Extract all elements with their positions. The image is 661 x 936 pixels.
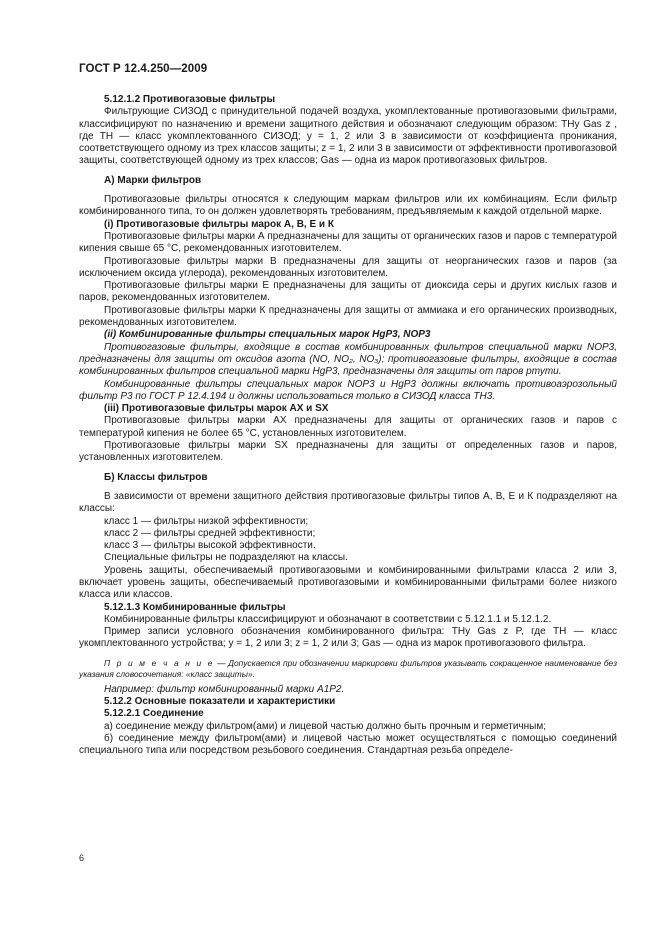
paragraph-text: Уровень защиты, обеспечиваемый противогазовыми и комбинированными фильтрами класса 2 или 3, включает уровень защиты, обеспечиваемый противогазовыми и комбинированными фильтрами более низкого класса или классов.	[79, 564, 617, 601]
paragraph	[79, 696, 617, 708]
paragraph-text: Фильтрующие СИЗОД с принудительной подачей воздуха, укомплектованные противогазовыми фильтрами, классифицируют по назначению и времени защитного действия и обозначают следующим образом: ТНу Gas z , где ТН — класс укомплектованного СИЗОД; у = 1, 2 или 3 в зависимости от коэффициента проникания, соответствующего одному из трех классов защиты; z = 1, 2 или 3 в зависимости от эффективности противогазовой защиты, соответствующей одному из трех классов; Gas — одна из марок противогазовых фильтров.	[79, 106, 617, 167]
paragraph-text: Противогазовые фильтры марки В предназначены для защиты от неорганических газов и паров (за исключением оксида углерода), рекомендованных изготовителем.	[79, 255, 617, 279]
paragraph	[79, 602, 617, 614]
paragraph	[79, 256, 617, 281]
paragraph-text: — Допускается при обозначении маркировки фильтров указывать сокращенное наименование без указания словосочетания: «класс защиты».	[79, 657, 617, 679]
paragraph	[79, 684, 617, 696]
paragraph-text: Противогазовые фильтры, входящие в состав комбинированных фильтров специальной марки NOP3, предназначены для защиты от оксидов азота (NO, NO₂, NO₃); противогазовые фильтры, входящие в состав комбинированных фильтров специальной марки HgP3, предназначены для защиты от паров ртути.	[79, 341, 617, 378]
paragraph	[79, 403, 617, 415]
paragraph	[79, 94, 617, 106]
paragraph-text: 5.12.1.2 Противогазовые фильтры	[104, 94, 276, 105]
paragraph	[79, 491, 617, 516]
paragraph	[79, 540, 617, 552]
paragraph-text: б) соединение между фильтром(ами) и лицевой частью может осуществляться с помощью соединений специального типа или посредством резьбового соединения. Стандартная резьба определе-	[79, 732, 617, 757]
paragraph	[79, 614, 617, 626]
paragraph-text: 5.12.2.1 Соединение	[104, 708, 204, 720]
paragraph	[79, 219, 617, 231]
paragraph-text: 5.12.2 Основные показатели и характеристики	[104, 696, 336, 708]
document-body	[79, 94, 617, 758]
paragraph	[79, 552, 617, 564]
paragraph-text: А) Марки фильтров	[104, 174, 202, 186]
paragraph	[79, 342, 617, 379]
paragraph	[79, 658, 617, 680]
paragraph-text: а) соединение между фильтром(ами) и лицевой частью должно быть прочным и герметичным;	[104, 720, 547, 732]
paragraph-text: (i) Противогазовые фильтры марок А, В, Е и К	[104, 218, 334, 230]
paragraph-text: класс 2 — фильтры средней эффективности;	[104, 527, 316, 539]
paragraph-text: класс 1 — фильтры низкой эффективности;	[104, 515, 309, 527]
paragraph-text: Специальные фильтры не подразделяют на классы.	[104, 552, 348, 564]
paragraph-text: 5.12.1.3 Комбинированные фильтры	[104, 601, 286, 613]
paragraph	[79, 175, 617, 187]
paragraph	[79, 708, 617, 720]
paragraph-text: Например: фильтр комбинированный марки А1Р2.	[104, 683, 345, 695]
paragraph	[79, 626, 617, 651]
paragraph-text: Противогазовые фильтры марки АХ предназначены для защиты от органических газов и паров с температурой кипения не более 65 °С, установленных изготовителем.	[79, 415, 617, 439]
paragraph-text: Противогазовые фильтры марки Е предназначены для защиты от диоксида серы и других кислых газов и паров, рекомендованных изготовителем.	[79, 280, 617, 304]
paragraph	[79, 472, 617, 484]
paragraph-text: Противогазовые фильтры относятся к следующим маркам фильтров или их комбинациям. Если фильтр комбинированного типа, то он должен удовлетворять требованиям, предъявляемым к каждой отдельной марке.	[79, 194, 617, 218]
paragraph-text: Противогазовые фильтры марки К предназначены для защиты от аммиака и его органических производных, рекомендованных изготовителем.	[79, 304, 617, 329]
paragraph-text: В зависимости от времени защитного действия противогазовые фильтры типов А, В, Е и К подразделяют на классы:	[79, 490, 617, 515]
page-number: 6	[79, 853, 85, 863]
paragraph	[79, 106, 617, 167]
paragraph	[79, 516, 617, 528]
paragraph	[79, 231, 617, 256]
paragraph	[79, 379, 617, 404]
paragraph-text: Противогазовые фильтры марки А предназначены для защиты от органических газов и паров с температурой кипения свыше 65 °С, рекомендованных изготовителем.	[79, 230, 617, 255]
paragraph-text: Противогазовые фильтры марки SX предназначены для защиты от определенных газов и паров, установленных изготовителем.	[79, 440, 617, 464]
paragraph	[79, 721, 617, 733]
paragraph	[79, 329, 617, 341]
paragraph	[79, 280, 617, 305]
paragraph-text: Пример записи условного обозначения комбинированного фильтра: ТНу Gas z P, где ТН — класс укомплектованного устройства; у = 1, 2 или 3; z = 1, 2 или 3; Gas — одна из марок противогазового фильтра.	[79, 626, 617, 650]
paragraph	[79, 194, 617, 219]
paragraph-text: (ii) Комбинированные фильтры специальных марок HgP3, NOP3	[104, 329, 431, 341]
paragraph	[79, 305, 617, 330]
paragraph-text: Б) Классы фильтров	[104, 471, 208, 483]
paragraph	[79, 415, 617, 440]
paragraph-text: Комбинированные фильтры классифицируют и обозначают в соответствии с 5.12.1.1 и 5.12.1.2.	[104, 613, 552, 625]
paragraph-text: (iii) Противогазовые фильтры марок АХ и SX	[104, 403, 329, 415]
paragraph	[79, 528, 617, 540]
paragraph-text: Комбинированные фильтры специальных марок NOP3 и HgP3 должны включать противоаэрозольный фильтр Р3 по ГОСТ Р 12.4.194 и должны использоваться только в СИЗОД класса ТН3.	[79, 378, 617, 402]
note-label: П р и м е ч а н и е	[104, 657, 215, 668]
paragraph-text: класс 3 — фильтры высокой эффективности.	[104, 540, 316, 552]
paragraph	[79, 565, 617, 602]
paragraph	[79, 440, 617, 465]
paragraph	[79, 733, 617, 758]
document-header: ГОСТ Р 12.4.250—2009	[79, 63, 208, 75]
